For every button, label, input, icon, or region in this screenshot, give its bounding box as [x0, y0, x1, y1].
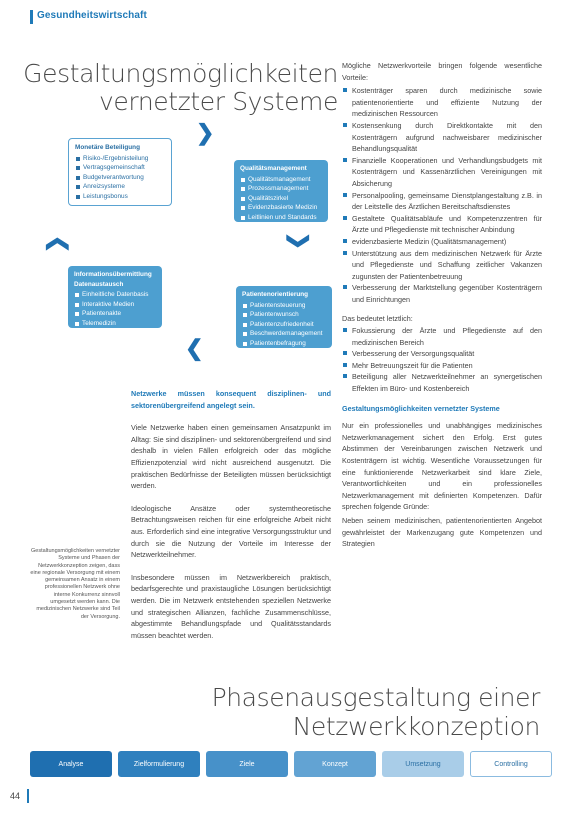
box-list-item: Vertragsgemeinschaft [83, 163, 165, 173]
benefit-item: Kostenträger sparen durch medizinische sowie patientenorientierte und effiziente Nutzung der medizinischen Ressourcen [342, 85, 542, 120]
header-accent-bar [30, 10, 33, 24]
benefit-item: Unterstützung aus dem medizinischen Netzwerk für Ärzte und Pflegedienste und Schaffung zeitlicher Vakanzen zugunsten der Patientenbetreuung [342, 248, 542, 283]
right-paragraph-1: Nur ein professionelles und unabhängiges medizinisches Netzwerkmanagement sichert den Erfolg. Erst gutes Abstimmen der Vereinbarungen zwischen Netzwerk und Kostenträgern ist wichtig. Wesentliche Voraussetzungen für eine funktionierende Netzwerkarbeit sind klare Ziele, Verantwortlichkeiten und ein professionelles Netzwerkmanagement mit definierten Kompetenzen. Dafür sprechen folgende Gründe: [342, 421, 542, 512]
box-list-item: Einheitliche Datenbasis [82, 290, 156, 300]
box-list-item: Interaktive Medien [82, 300, 156, 310]
right-column [342, 60, 542, 561]
box-list-item: Leitlinien und Standards [248, 213, 322, 223]
box-subtitle: Datenaustausch [74, 280, 124, 288]
chevron-left-icon: ❯ [185, 339, 204, 364]
left-paragraph-1: Viele Netzwerke haben einen gemeinsamen Ansatzpunkt im Alltag: Sie sind disziplinen- und sektorenübergreifend und sind deshalb in vielen Fällen erfolgreich oder das mögliche Effizienzpotenzial wird nicht ausreichend ausgenutzt. Die praktischen Bedürfnisse der Beteiligten müssen berücksichtigt werden. [131, 423, 331, 491]
box-list-item: Risiko-/Ergebnisteilung [83, 154, 165, 164]
benefit-item: Kostensenkung durch Direktkontakte mit den Kostenträgern aufgrund nachweisbarer medizinischer Behandlungsqualität [342, 120, 542, 155]
chevron-up-icon: ❯ [43, 234, 69, 254]
phase-step: Umsetzung [382, 751, 464, 777]
left-column [131, 388, 331, 652]
page-number-accent-bar [27, 789, 29, 803]
box-list-item: Qualitätszirkel [248, 194, 322, 204]
benefits-list [342, 85, 542, 305]
result-item: Fokussierung der Ärzte und Pflegedienste auf den medizinischen Bereich [342, 325, 542, 348]
right-intro: Mögliche Netzwerkvorteile bringen folgende wesentliche Vorteile: [342, 61, 542, 82]
box-list [75, 154, 165, 202]
diagram-box-monetary [68, 138, 172, 206]
box-list-item: Leistungsbonus [83, 192, 165, 202]
chevron-right-icon: ❯ [196, 120, 215, 145]
left-paragraph-3: Insbesondere müssen im Netzwerkbereich praktisch, bedarfsgerechte und praxistaugliche Lösungen berücksichtigt werden. Die im Netzwerk entstehenden speziellen Netzwerke und strategischen Allianzen, fachliche Zusammenschlüsse, abgestimmte Behandlungspfade und Qualitätsstandards müssen beachtet werden. [131, 572, 331, 640]
second-title-line-2: Netzwerkkonzeption [292, 712, 540, 741]
page-number: 44 [10, 791, 21, 801]
results-list [342, 325, 542, 395]
box-list-item: Anreizsysteme [83, 182, 165, 192]
box-title: Patientenorientierung [242, 291, 309, 298]
box-list [242, 301, 326, 349]
box-list-item: Budgetverantwortung [83, 173, 165, 183]
box-list-item: Telemedizin [82, 319, 156, 329]
box-list-item: Prozessmanagement [248, 184, 322, 194]
box-list-item: Evidenzbasierte Medizin [248, 203, 322, 213]
main-title-line-2: vernetzter Systeme [99, 87, 338, 116]
phase-step: Zielformulierung [118, 751, 200, 777]
benefit-item: Gestaltete Qualitätsabläufe und Kompetenzzentren für Ärzte und Pflegedienste mit technischer Anbindung [342, 213, 542, 236]
phase-step: Analyse [30, 751, 112, 777]
box-title: Monetäre Beteiligung [75, 144, 140, 151]
diagram-box-quality [234, 160, 328, 222]
box-list-item: Patientenakte [82, 309, 156, 319]
left-intro-heading: Netzwerke müssen konsequent disziplinen- und sektorenübergreifend angelegt sein. [131, 389, 331, 410]
box-list-item: Patientensteuerung [250, 301, 326, 311]
box-title: Qualitätsmanagement [240, 165, 307, 172]
right-section-heading: Gestaltungsmöglichkeiten vernetzter Systeme [342, 403, 500, 413]
main-title-line-1: Gestaltungsmöglichkeiten [23, 59, 338, 88]
phase-row [30, 751, 550, 777]
benefit-item: Finanzielle Kooperationen und Verhandlungsbudgets mit Kostenträgern und Kassenärztlichen Vereinigungen mit Absicherung [342, 155, 542, 190]
benefit-item: Verbesserung der Marktstellung gegenüber Kostenträgern und Einrichtungen [342, 282, 542, 305]
section-header: Gesundheitswirtschaft [37, 10, 147, 21]
chevron-down-icon: ❯ [287, 231, 313, 251]
side-note: Gestaltungsmöglichkeiten vernetzter Systeme und Phasen der Netzwerkkonzeption zeigen, dass eine regionale Versorgung mit einem gemeinsamen Ansatz in einem professionellen Netzwerk ohne interne Konkurrenz sinnvoll umgesetzt werden kann. Die medizinischen Netzwerke sind Teil der Versorgung. [30, 548, 120, 620]
box-list-item: Patientenbefragung [250, 339, 326, 349]
main-title [20, 60, 338, 116]
phase-step: Konzept [294, 751, 376, 777]
box-list-item: Beschwerdemanagement [250, 329, 326, 339]
result-item: Verbesserung der Versorgungsqualität [342, 348, 542, 360]
box-list-item: Patientenzufriedenheit [250, 320, 326, 330]
box-title: Informationsübermittlung [74, 271, 152, 278]
box-list-item: Qualitätsmanagement [248, 175, 322, 185]
result-item: Mehr Betreuungszeit für die Patienten [342, 360, 542, 372]
second-title-line-1: Phasenausgestaltung einer [211, 683, 540, 712]
left-paragraph-2: Ideologische Ansätze oder systemtheoretische Betrachtungsweisen reichen für eine erfolgreiche Arbeit nicht aus. Erforderlich sind eine integrative Versorgungsstruktur und durch sie die Nutzung der Vorteile im Interesse der Netzwerkteilnehmer. [131, 503, 331, 560]
phase-step: Ziele [206, 751, 288, 777]
result-heading: Das bedeutet letztlich: [342, 314, 413, 324]
box-list [240, 175, 322, 223]
diagram-box-information [68, 266, 162, 328]
phase-step: Controlling [470, 751, 552, 777]
benefit-item: Personalpooling, gemeinsame Dienstplangestaltung z.B. in der Leitstelle des Ärztlichen Bereitschaftsdienstes [342, 190, 542, 213]
benefit-item: evidenzbasierte Medizin (Qualitätsmanagement) [342, 236, 542, 248]
box-list [74, 290, 156, 328]
result-item: Beteiligung aller Netzwerkteilnehmer an synergetischen Effekten im Büro- und Kostenbereich [342, 371, 542, 394]
right-paragraph-2: Neben seinem medizinischen, patientenorientierten Angebot gewährleistet der Markenzugang gute Kompetenzen und Strategien [342, 515, 542, 549]
second-title [200, 683, 540, 741]
diagram-box-patient [236, 286, 332, 348]
box-list-item: Patientenwunsch [250, 310, 326, 320]
